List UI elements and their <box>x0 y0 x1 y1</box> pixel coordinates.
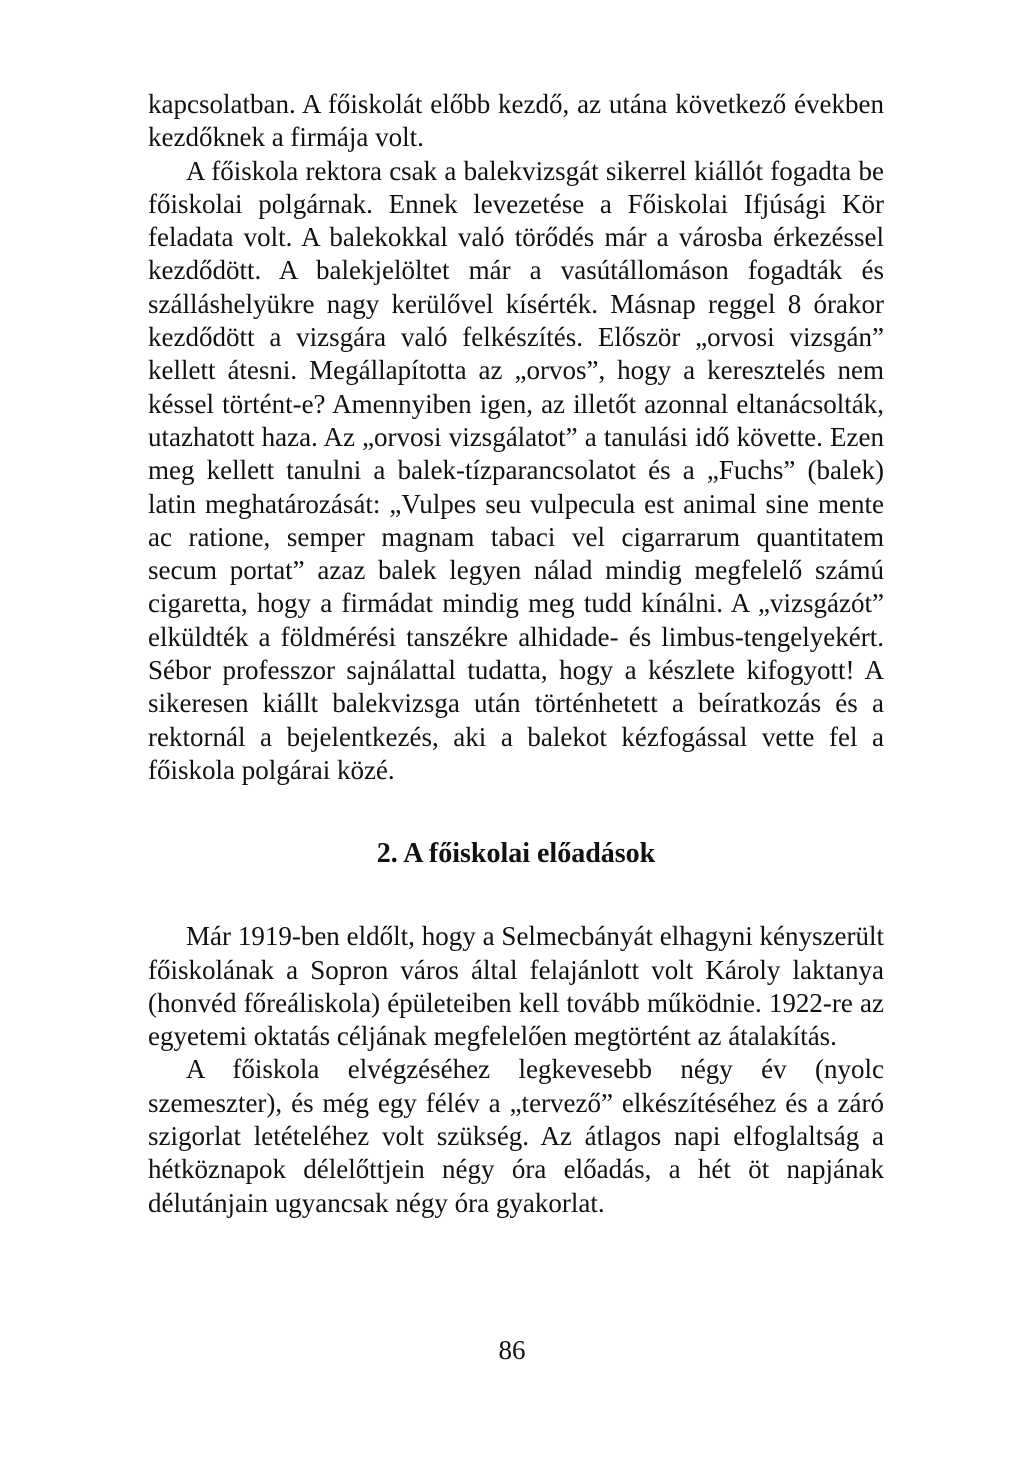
paragraph-continuation: kapcsolatban. A főiskolát előbb kezdő, az utána következő években kezdőknek a firmája volt. <box>148 89 884 153</box>
page-content <box>148 88 884 1220</box>
page-number: 86 <box>498 1335 526 1365</box>
paragraph-balekvizsga: A főiskola rektora csak a balekvizsgát sikerrel kiállót fogadta be főiskolai polgárnak. Ennek levezetése a Főiskolai Ifjúsági Kör feladata volt. A balekokkal való törődés már a városba érkezéssel kezdődött. A balekjelöltet már a vasútállomáson fogadták és szálláshelyükre nagy kerülővel kísérték. Másnap reggel 8 órakor kezdődött a vizsgára való felkészítés. Először „orvosi vizsgán” kellett átesni. Megállapította az „orvos”, hogy a keresztelés nem késsel történt-e? Amennyiben igen, az illetőt azonnal eltanácsolták, utazhatott haza. Az „orvosi vizsgálatot” a tanulási idő követte. Ezen meg kellett tanulni a balek-tízparancsolatot és a „Fuchs” (balek) latin meghatározását: „Vulpes seu vulpecula est animal sine mente ac ratione, semper magnam tabaci vel cigarrarum quantitatem secum portat” azaz balek legyen nálad mindig megfelelő számú cigaretta, hogy a firmádat mindig meg tudd kínálni. A „vizsgázót” elküldték a földmérési tanszékre alhidade- és limbus-tengelyekért. Sébor professzor sajnálattal tudatta, hogy a készlete kifogyott! A sikeresen kiállt balekvizsga után történhetett a beíratkozás és a rektornál a bejelentkezés, aki a balekot kézfogással vette fel a főiskola polgárai közé. <box>148 155 884 785</box>
paragraph-study-schedule: A főiskola elvégzéséhez legkevesebb négy év (nyolc szemeszter), és még egy félév a „tervező” elkészítéséhez és a záró szigorlat letételéhez volt szükség. Az átlagos napi elfoglaltság a hétköznapok délelőttjein négy óra előadás, a hét öt napjának délutánjain ugyancsak négy óra gyakorlat. <box>148 1054 884 1218</box>
paragraph-sopron: Már 1919-ben eldőlt, hogy a Selmecbányát elhagyni kényszerült főiskolának a Sopron város által felajánlott volt Károly laktanya (honvéd főreáliskola) épületeiben kell tovább működnie. 1922-re az egyetemi oktatás céljának megfelelően megtörtént az átalakítás. <box>148 921 884 1052</box>
section-heading: 2. A főiskolai előadások <box>376 838 656 870</box>
